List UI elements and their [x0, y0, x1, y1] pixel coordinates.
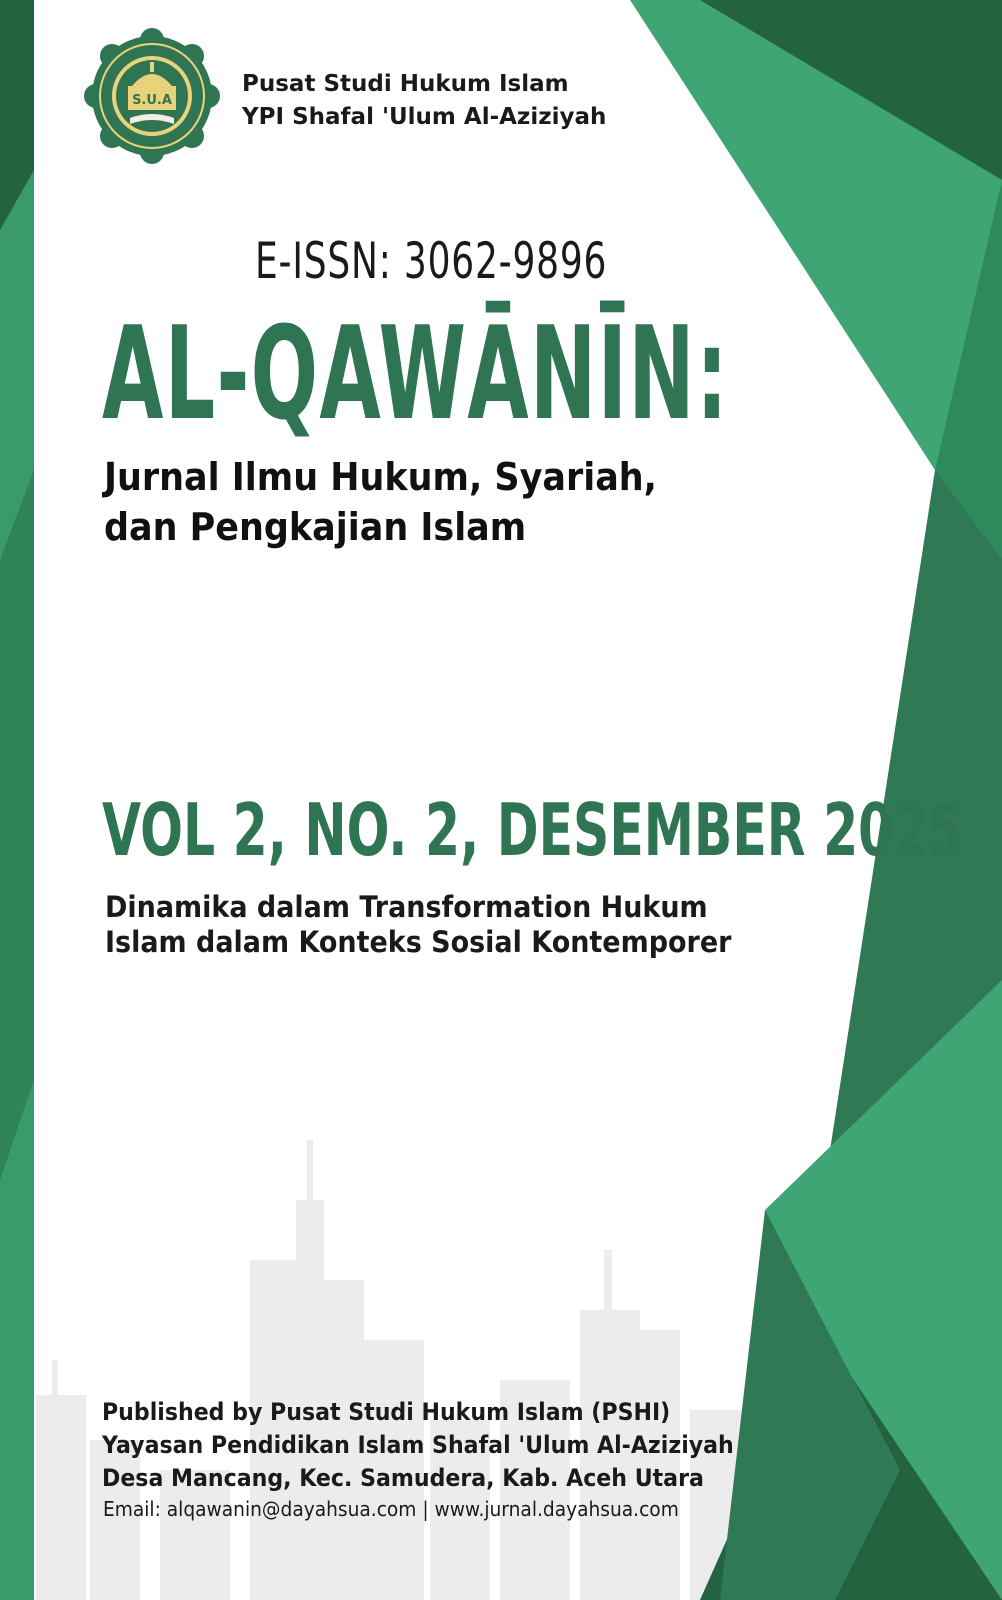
institution-logo — [84, 28, 220, 164]
theme-line-2: Islam dalam Konteks Sosial Kontemporer — [105, 925, 732, 959]
journal-title: AL-QAWĀNĪN: — [102, 300, 729, 449]
publisher-info — [102, 1396, 734, 1495]
logo-center-text: S.U.A — [132, 93, 172, 108]
issue-theme — [105, 890, 731, 960]
theme-line-1: Dinamika dalam Transformation Hukum — [105, 890, 708, 924]
publisher-line-3: Desa Mancang, Kec. Samudera, Kab. Aceh Utara — [102, 1464, 704, 1492]
journal-subtitle — [104, 452, 657, 552]
publisher-line-1: Published by Pusat Studi Hukum Islam (PSHI) — [102, 1398, 671, 1426]
city-skyline-silhouette — [36, 1140, 750, 1600]
subtitle-line-2: dan Pengkajian Islam — [104, 505, 527, 549]
contact-info: Email: alqawanin@dayahsua.com | www.jurnal.dayahsua.com — [103, 1497, 679, 1521]
institution-line-1: Pusat Studi Hukum Islam — [242, 71, 569, 97]
subtitle-line-1: Jurnal Ilmu Hukum, Syariah, — [104, 455, 657, 499]
institution-name — [242, 68, 606, 134]
volume-issue-label: VOL 2, NO. 2, DESEMBER 2025 — [102, 788, 964, 872]
publisher-line-2: Yayasan Pendidikan Islam Shafal 'Ulum Al-Aziziyah — [102, 1431, 734, 1459]
left-mid-shard — [0, 470, 34, 1180]
issn-label: E-ISSN: 3062-9896 — [255, 232, 608, 290]
institution-seal-icon — [84, 28, 220, 164]
institution-line-2: YPI Shafal 'Ulum Al-Aziziyah — [242, 104, 607, 130]
